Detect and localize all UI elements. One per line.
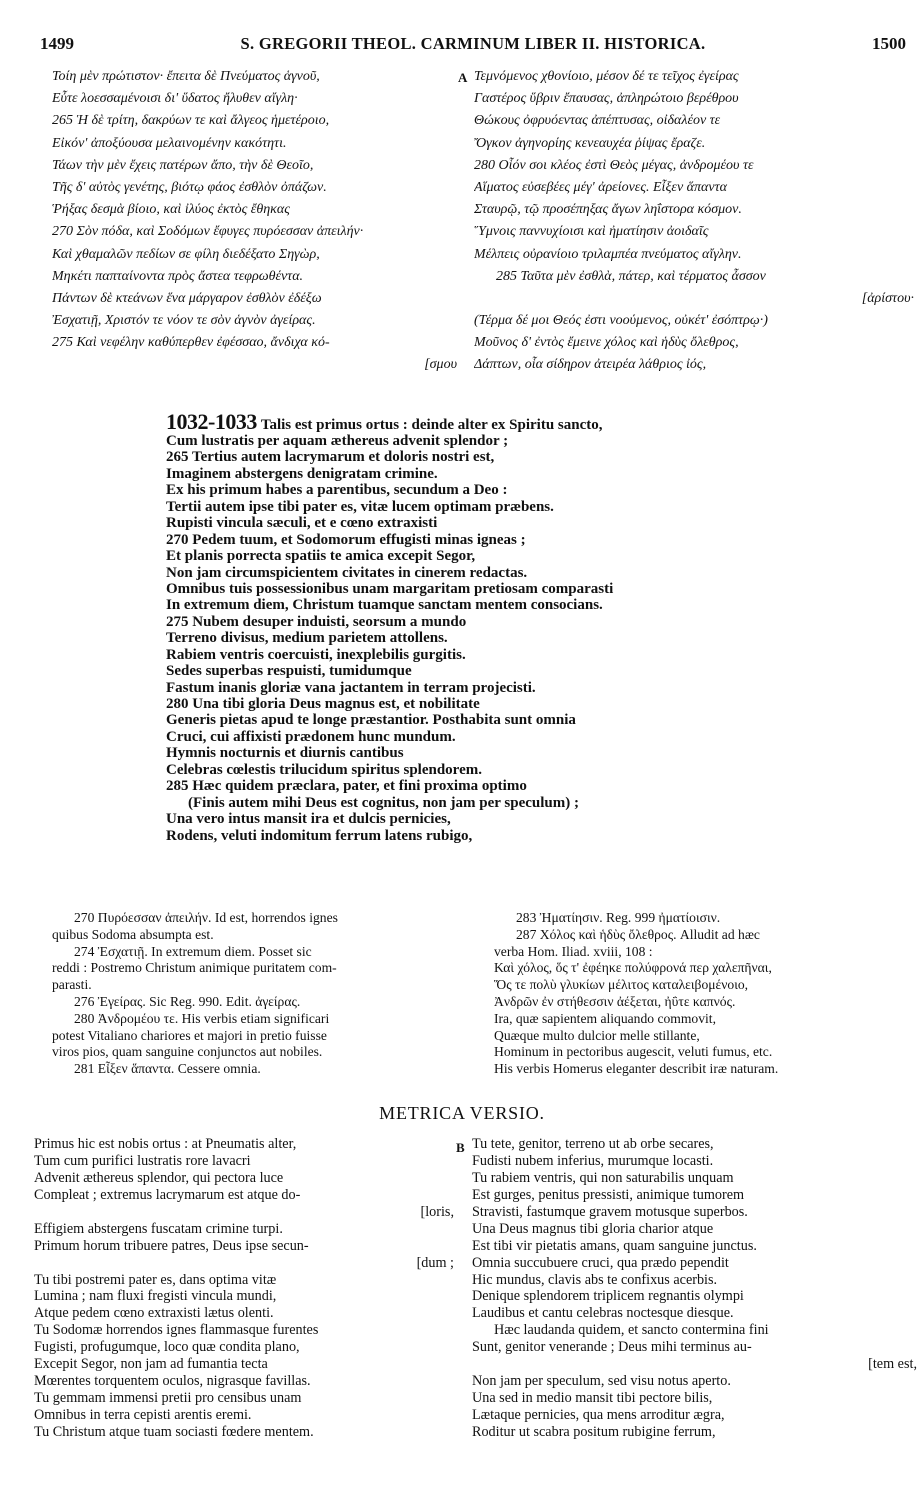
verse-line: [tem est, <box>868 1356 917 1373</box>
greek-verse-line: Μοῦνος δ' ἐντὸς ἔμεινε χόλος καὶ ἡδὺς ὄλεθρος, <box>474 335 739 351</box>
verse-line: Tu tete, genitor, terreno ut ab orbe secares, <box>472 1136 714 1152</box>
verse-line: Tu rabiem ventris, qui non saturabilis unquam <box>472 1169 734 1186</box>
greek-verse-line: Τῆς δ' αὐτὸς γενέτης, βιότῳ φάος ἐσθλὸν ὀπάζων. <box>52 179 327 195</box>
verse-line: Laudibus et cantu celebras noctesque diesque. <box>472 1305 734 1322</box>
verse-line: Una sed in medio mansit tibi pectore bilis, <box>472 1390 713 1407</box>
verse-line: Hæc laudanda quidem, et sancto contermina fini <box>494 1322 769 1339</box>
latin-line: Rodens, veluti indomitum ferrum latens rubigo, <box>166 827 473 844</box>
verse-line: Omnia succubuere cruci, qua prædo pependit <box>472 1254 729 1271</box>
column-marker-b: B <box>456 1140 465 1155</box>
note-line: 276 Ἐγείρας. Sic Reg. 990. Edit. ἀγείρας. <box>74 993 301 1009</box>
greek-verse-line: Μηκέτι παπταίνοντα πρὸς ἄστεα τεφρωθέντα. <box>52 268 304 284</box>
latin-line: 285 Hæc quidem præclara, pater, et fini proxima optimo <box>166 778 527 795</box>
verse-line: Tu Sodomæ horrendos ignes flammasque furentes <box>34 1322 319 1339</box>
note-line: 283 Ἠματίησιν. Reg. 999 ἠματίοισιν. <box>516 910 721 925</box>
greek-verse-line: Ὕμνοις παννυχίοισι καὶ ἠματίησιν ἀοιδαῖς <box>474 224 709 240</box>
latin-line: Hymnis nocturnis et diurnis cantibus <box>166 745 404 762</box>
verse-line: Sunt, genitor venerande ; Deus mihi terminus au- <box>472 1339 752 1356</box>
latin-line: Una vero intus mansit ira et dulcis pernicies, <box>166 811 451 828</box>
latin-lines <box>166 433 766 844</box>
greek-verse-line: Τοίη μὲν πρώτιστον· ἔπειτα δὲ Πνεύματος ἁγνοῦ, <box>52 69 320 84</box>
latin-line: Celebras cœlestis trilucidum spiritus splendorem. <box>166 761 482 778</box>
page-header <box>40 34 906 56</box>
latin-first-line <box>166 411 766 433</box>
verse-line: Primum horum tribuere patres, Deus ipse secun- <box>34 1237 309 1254</box>
verse-line: Est tibi vir pietatis amans, quam sanguine junctus. <box>472 1237 757 1254</box>
note-line: 287 Χόλος καὶ ἡδὺς ὄλεθρος. Alludit ad hæc <box>516 926 760 942</box>
verse-line: Tu tibi postremi pater es, dans optima vitæ <box>34 1271 277 1288</box>
latin-line: Cruci, cui affixisti prædonem hunc mundum. <box>166 728 456 745</box>
greek-verse-line: [σμου <box>424 357 457 373</box>
latin-line: 265 Tertius autem lacrymarum et doloris nostri est, <box>166 449 495 466</box>
verse-line: Compleat ; extremus lacrymarum est atque do- <box>34 1186 301 1203</box>
latin-line: 280 Una tibi gloria Deus magnus est, et nobilitate <box>166 696 480 712</box>
latin-line: Non jam circumspicientem civitates in cinerem redactas. <box>166 564 528 581</box>
verse-line: Tu Christum atque tuam sociasti fœdere mentem. <box>34 1423 314 1440</box>
greek-verse-line: Εἰκόν' ἀποξύουσα μελαινομένην κακότητι. <box>52 135 287 151</box>
greek-verse-line: Τεμνόμενος χθονίοιο, μέσον δέ τε τεῖχος ἐγείρας <box>474 69 739 84</box>
verse-line: Hic mundus, clavis abs te confixus acerbis. <box>472 1271 718 1288</box>
column-section-number: 1032-1033 <box>166 411 257 433</box>
verse-line: Denique splendorem triplicem regnantis olympi <box>472 1288 744 1305</box>
latin-line: (Finis autem mihi Deus est cognitus, non jam per speculum) ; <box>188 794 579 811</box>
note-line: viros pios, quam sanguine conjunctos aut nobiles. <box>52 1044 323 1060</box>
greek-verse-line: Εὖτε λοεσσαμένοισι δι' ὕδατος ἤλυθεν αἴγλη· <box>52 91 298 107</box>
note-line: Ὅς τε πολὺ γλυκίων μέλιτος καταλειβομένοιο, <box>494 977 749 993</box>
latin-line: In extremum diem, Christum tuamque sanctam mentem consocians. <box>166 597 603 614</box>
latin-line: 270 Pedem tuum, et Sodomorum effugisti minas igneas ; <box>166 531 526 548</box>
verse-line: Roditur ut scabra positum rubigine ferrum, <box>472 1423 716 1440</box>
verse-line: Una Deus magnus tibi gloria charior atque <box>472 1220 714 1237</box>
verse-line: Lætaque pernicies, qua mens arroditur ægra, <box>472 1407 725 1423</box>
note-line: Καὶ χόλος, ὅς τ' ἐφέηκε πολύφρονά περ χαλεπῆναι, <box>494 960 772 976</box>
greek-verse-line: Πάντων δὲ κτεάνων ἕνα μάργαρον ἐσθλὸν ἐδέξω <box>52 290 322 306</box>
latin-line: Talis est primus ortus : deinde alter ex Spiritu sancto, <box>260 417 603 433</box>
note-line: reddi : Postremo Christum animique puritatem com- <box>52 960 337 976</box>
verse-line: Atque pedem cœno extraxisti lætus olenti. <box>34 1305 274 1322</box>
running-title: S. GREGORII THEOL. CARMINUM LIBER II. HISTORICA. <box>240 34 706 53</box>
latin-translation <box>166 411 766 844</box>
greek-verse-line: Αἵματος εὐσεβέες μέγ' ἀρείονες. Εἶξεν ἅπαντα <box>474 179 727 195</box>
verse-line: [dum ; <box>416 1254 454 1271</box>
page-number-right: 1500 <box>872 34 906 53</box>
latin-line: Fastum inanis gloriæ vana jactantem in terram projecisti. <box>166 679 536 696</box>
greek-verse-line: Γαστέρος ὕβριν ἔπαυσας, ἀπληρώτοιο βερέθρου <box>474 91 739 107</box>
note-line: quibus Sodoma absumpta est. <box>52 926 214 942</box>
latin-line: Terreno divisus, medium parietem attollens. <box>166 630 448 647</box>
latin-line: Tertii autem ipse tibi pater es, vitæ lucem optimam præbens. <box>166 498 554 515</box>
verse-line: Non jam per speculum, sed visu notus aperto. <box>472 1373 731 1390</box>
latin-line: Cum lustratis per aquam æthereus advenit splendor ; <box>166 433 509 449</box>
latin-line: Imaginem abstergens denigratam crimine. <box>166 465 438 482</box>
greek-text-left-column <box>52 66 457 377</box>
note-line: 281 Εἶξεν ἅπαντα. Cessere omnia. <box>74 1061 261 1077</box>
greek-verse-line: Ἐσχατιῇ, Χριστόν τε νόον τε σὸν ἁγνὸν ἀγείρας. <box>52 313 316 329</box>
verse-line: Est gurges, penitus pressisti, animique tumorem <box>472 1186 745 1203</box>
verse-line: Tu gemmam immensi pretii pro censibus unam <box>34 1390 302 1407</box>
note-line: Ira, quæ sapientem aliquando commovit, <box>494 1010 716 1026</box>
greek-verse-line: 270 Σὸν πόδα, καὶ Σοδόμων ἔφυγες πυρόεσσαν ἀπειλήν· <box>52 224 364 240</box>
verse-line: Stravisti, fastumque gravem motusque superbos. <box>472 1203 748 1220</box>
latin-line: Sedes superbas respuisti, tumidumque <box>166 663 412 680</box>
greek-verse-line: (Τέρμα δέ μοι Θεός ἐστι νοούμενος, οὐκέτ' ἐσόπτρῳ·) <box>474 313 768 329</box>
greek-verse-line: 280 Οἷόν σοι κλέος ἐστὶ Θεὸς μέγας, ἀνδρομέου τε <box>474 157 754 173</box>
greek-verse-line: Σταυρῷ, τῷ προσέπηξας ἄγων ληΐστορα κόσμον. <box>474 202 742 218</box>
latin-line: Generis pietas apud te longe præstantior. Posthabita sunt omnia <box>166 712 576 729</box>
latin-line: Rabiem ventris coercuisti, inexplebilis gurgitis. <box>166 646 466 663</box>
verse-line: Excepit Segor, non jam ad fumantia tecta <box>34 1356 268 1373</box>
note-line: 270 Πυρόεσσαν ἀπειλήν. Id est, horrendos ignes <box>74 910 338 925</box>
verse-line: Fudisti nubem inferius, murumque locasti. <box>472 1152 714 1169</box>
greek-text-right-column <box>474 66 914 377</box>
verse-line: Effigiem abstergens fuscatam crimine turpi. <box>34 1220 283 1237</box>
verse-line: Omnibus in terra cepisti arentis eremi. <box>34 1407 252 1423</box>
note-line: His verbis Homerus eleganter describit iræ naturam. <box>494 1061 779 1077</box>
section-title: METRICA VERSIO. <box>379 1103 545 1123</box>
verse-left-column <box>34 1136 454 1441</box>
note-line: verba Hom. Iliad. xviii, 108 : <box>494 943 653 959</box>
note-line: 274 Ἐσχατιῇ. In extremum diem. Posset sic <box>74 943 312 959</box>
greek-verse-line: Ὄγκον ἀγηνορίης κενεαυχέα ῥίψας ἔραζε. <box>474 135 706 151</box>
note-line: Quæque multo dulcior melle stillante, <box>494 1027 700 1043</box>
latin-line: 275 Nubem desuper induisti, seorsum a mundo <box>166 613 467 630</box>
verse-right-column <box>472 1136 917 1441</box>
page-number-left: 1499 <box>40 34 74 53</box>
latin-line: Et planis porrecta spatiis te amica excepit Segor, <box>166 548 476 565</box>
verse-line: Tum cum purifici lustratis rore lavacri <box>34 1152 251 1169</box>
note-line: Hominum in pectoribus augescit, veluti fumus, etc. <box>494 1044 773 1060</box>
greek-verse-line: 275 Καὶ νεφέλην καθύπερθεν ἐφέσσαο, ἄνδιχα κό- <box>52 335 330 351</box>
note-line: parasti. <box>52 977 92 993</box>
greek-verse-line: 265 Ἡ δὲ τρίτη, δακρύων τε καὶ ἄλγεος ἡμετέροιο, <box>52 113 330 129</box>
greek-verse-line: Τάων τὴν μὲν ἔχεις πατέρων ἄπο, τὴν δὲ Θεοῖο, <box>52 157 314 173</box>
note-line: potest Vitaliano chariores et majori in pretio fuisse <box>52 1027 327 1043</box>
column-marker-a: A <box>458 70 468 85</box>
greek-verse-line: 285 Ταῦτα μὲν ἐσθλὰ, πάτερ, καὶ τέρματος ἆσσον <box>496 268 766 284</box>
latin-line: Rupisti vincula sæculi, et e cœno extraxisti <box>166 515 438 532</box>
notes-left-column <box>52 910 462 1078</box>
notes-right-column <box>494 910 919 1078</box>
greek-verse-line: Καὶ χθαμαλῶν πεδίων σε φίλη διεδέξατο Σηγὼρ, <box>52 246 320 262</box>
note-line: 280 Ἀνδρομέου τε. His verbis etiam significari <box>74 1010 330 1026</box>
greek-verse-line: Δάπτων, οἷα σίδηρον ἀτειρέα λάθριος ἰός, <box>474 357 707 373</box>
verse-line: Mœrentes torquentem oculos, nigrasque favillas. <box>34 1373 311 1390</box>
verse-line: Advenit æthereus splendor, qui pectora luce <box>34 1169 284 1186</box>
greek-verse-line: Ῥήξας δεσμὰ βίοιο, καὶ ἰλύος ἐκτὸς ἔθηκας <box>52 202 290 218</box>
note-line: Ἀνδρῶν ἐν στήθεσσιν ἀέξεται, ἠΰτε καπνός. <box>494 993 736 1009</box>
verse-line: Primus hic est nobis ortus : at Pneumatis alter, <box>34 1136 297 1152</box>
latin-line: Ex his primum habes a parentibus, secundum a Deo : <box>166 482 508 499</box>
greek-verse-line: [ἀρίστου· <box>861 290 914 306</box>
greek-verse-line: Μέλπεις οὐρανίοιο τριλαμπέα πνεύματος αἴγλην. <box>474 246 742 262</box>
greek-verse-line: Θώκους ὀφρυόεντας ἀπέπτυσας, οἰδαλέον τε <box>474 113 721 129</box>
verse-line: [loris, <box>420 1203 454 1220</box>
verse-line: Fugisti, profugumque, loco quæ condita plano, <box>34 1339 300 1356</box>
latin-line: Omnibus tuis possessionibus unam margaritam pretiosam comparasti <box>166 580 614 597</box>
verse-line: Lumina ; nam fluxi fregisti vincula mundi, <box>34 1288 277 1305</box>
